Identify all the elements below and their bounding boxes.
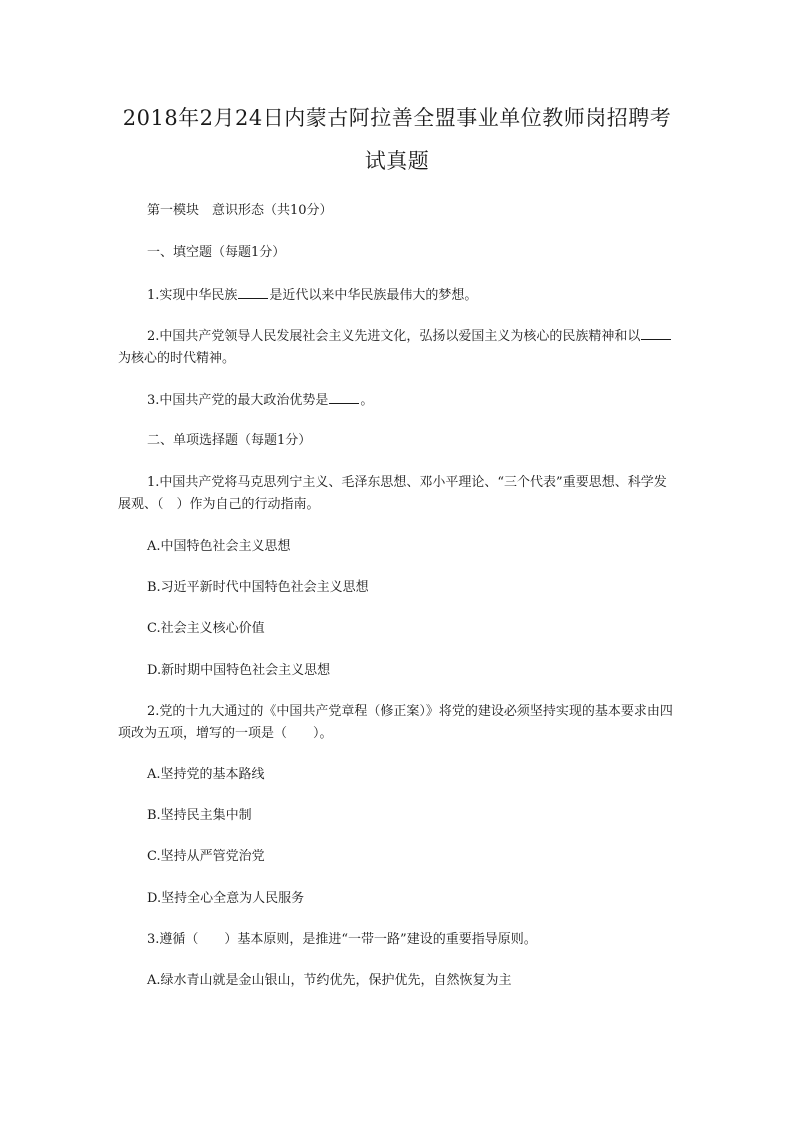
choice-question-1-option-c: C.社会主义核心价值 <box>147 621 265 636</box>
answer-blank <box>238 286 268 299</box>
fill-question-1-after: 是近代以来中华民族最伟大的梦想。 <box>269 288 478 303</box>
choice-question-3-option-a: A.绿水青山就是金山银山，节约优先，保护优先，自然恢复为主 <box>147 973 512 988</box>
fill-question-2 <box>118 326 678 370</box>
choice-question-1-option-b: B.习近平新时代中国特色社会主义思想 <box>147 580 369 595</box>
fill-question-2-after: 为核心的时代精神。 <box>118 351 236 366</box>
choice-question-2-option-c: C.坚持从严管党治党 <box>147 849 265 864</box>
answer-blank <box>641 327 671 340</box>
section-heading-single-choice: 二、单项选择题（每题1分） <box>147 433 312 448</box>
fill-question-3-before: 3.中国共产党的最大政治优势是 <box>147 393 329 408</box>
section-heading-fill-blank: 一、填空题（每题1分） <box>147 245 286 260</box>
choice-question-1-stem: 1.中国共产党将马克思列宁主义、毛泽东思想、邓小平理论、“三个代表”重要思想、科学发展观、（ ）作为自己的行动指南。 <box>118 475 667 512</box>
choice-question-2-stem: 2.党的十九大通过的《中国共产党章程（修正案）》将党的建设必须坚持实现的基本要求由四项改为五项，增写的一项是（ ）。 <box>118 704 673 741</box>
document-title-line-2: 试真题 <box>364 149 430 173</box>
module-heading: 第一模块 意识形态（共10分） <box>147 203 333 218</box>
fill-question-3-after: 。 <box>360 393 374 408</box>
fill-question-1 <box>147 285 677 307</box>
choice-question-2-option-a: A.坚持党的基本路线 <box>147 767 265 782</box>
fill-question-3 <box>147 390 677 412</box>
choice-question-2-option-b: B.坚持民主集中制 <box>147 808 252 823</box>
choice-question-1-option-a: A.中国特色社会主义思想 <box>147 539 291 554</box>
choice-question-2-option-d: D.坚持全心全意为人民服务 <box>147 891 305 906</box>
fill-question-1-before: 1.实现中华民族 <box>147 288 238 303</box>
document-title-line-1: 2018年2月24日内蒙古阿拉善全盟事业单位教师岗招聘考 <box>122 106 672 130</box>
fill-question-2-before: 2.中国共产党领导人民发展社会主义先进文化，弘扬以爱国主义为核心的民族精神和以 <box>147 329 641 344</box>
choice-question-3-stem: 3.遵循（ ）基本原则，是推进“一带一路”建设的重要指导原则。 <box>147 932 537 947</box>
choice-question-1-option-d: D.新时期中国特色社会主义思想 <box>147 663 331 678</box>
answer-blank <box>329 391 359 404</box>
